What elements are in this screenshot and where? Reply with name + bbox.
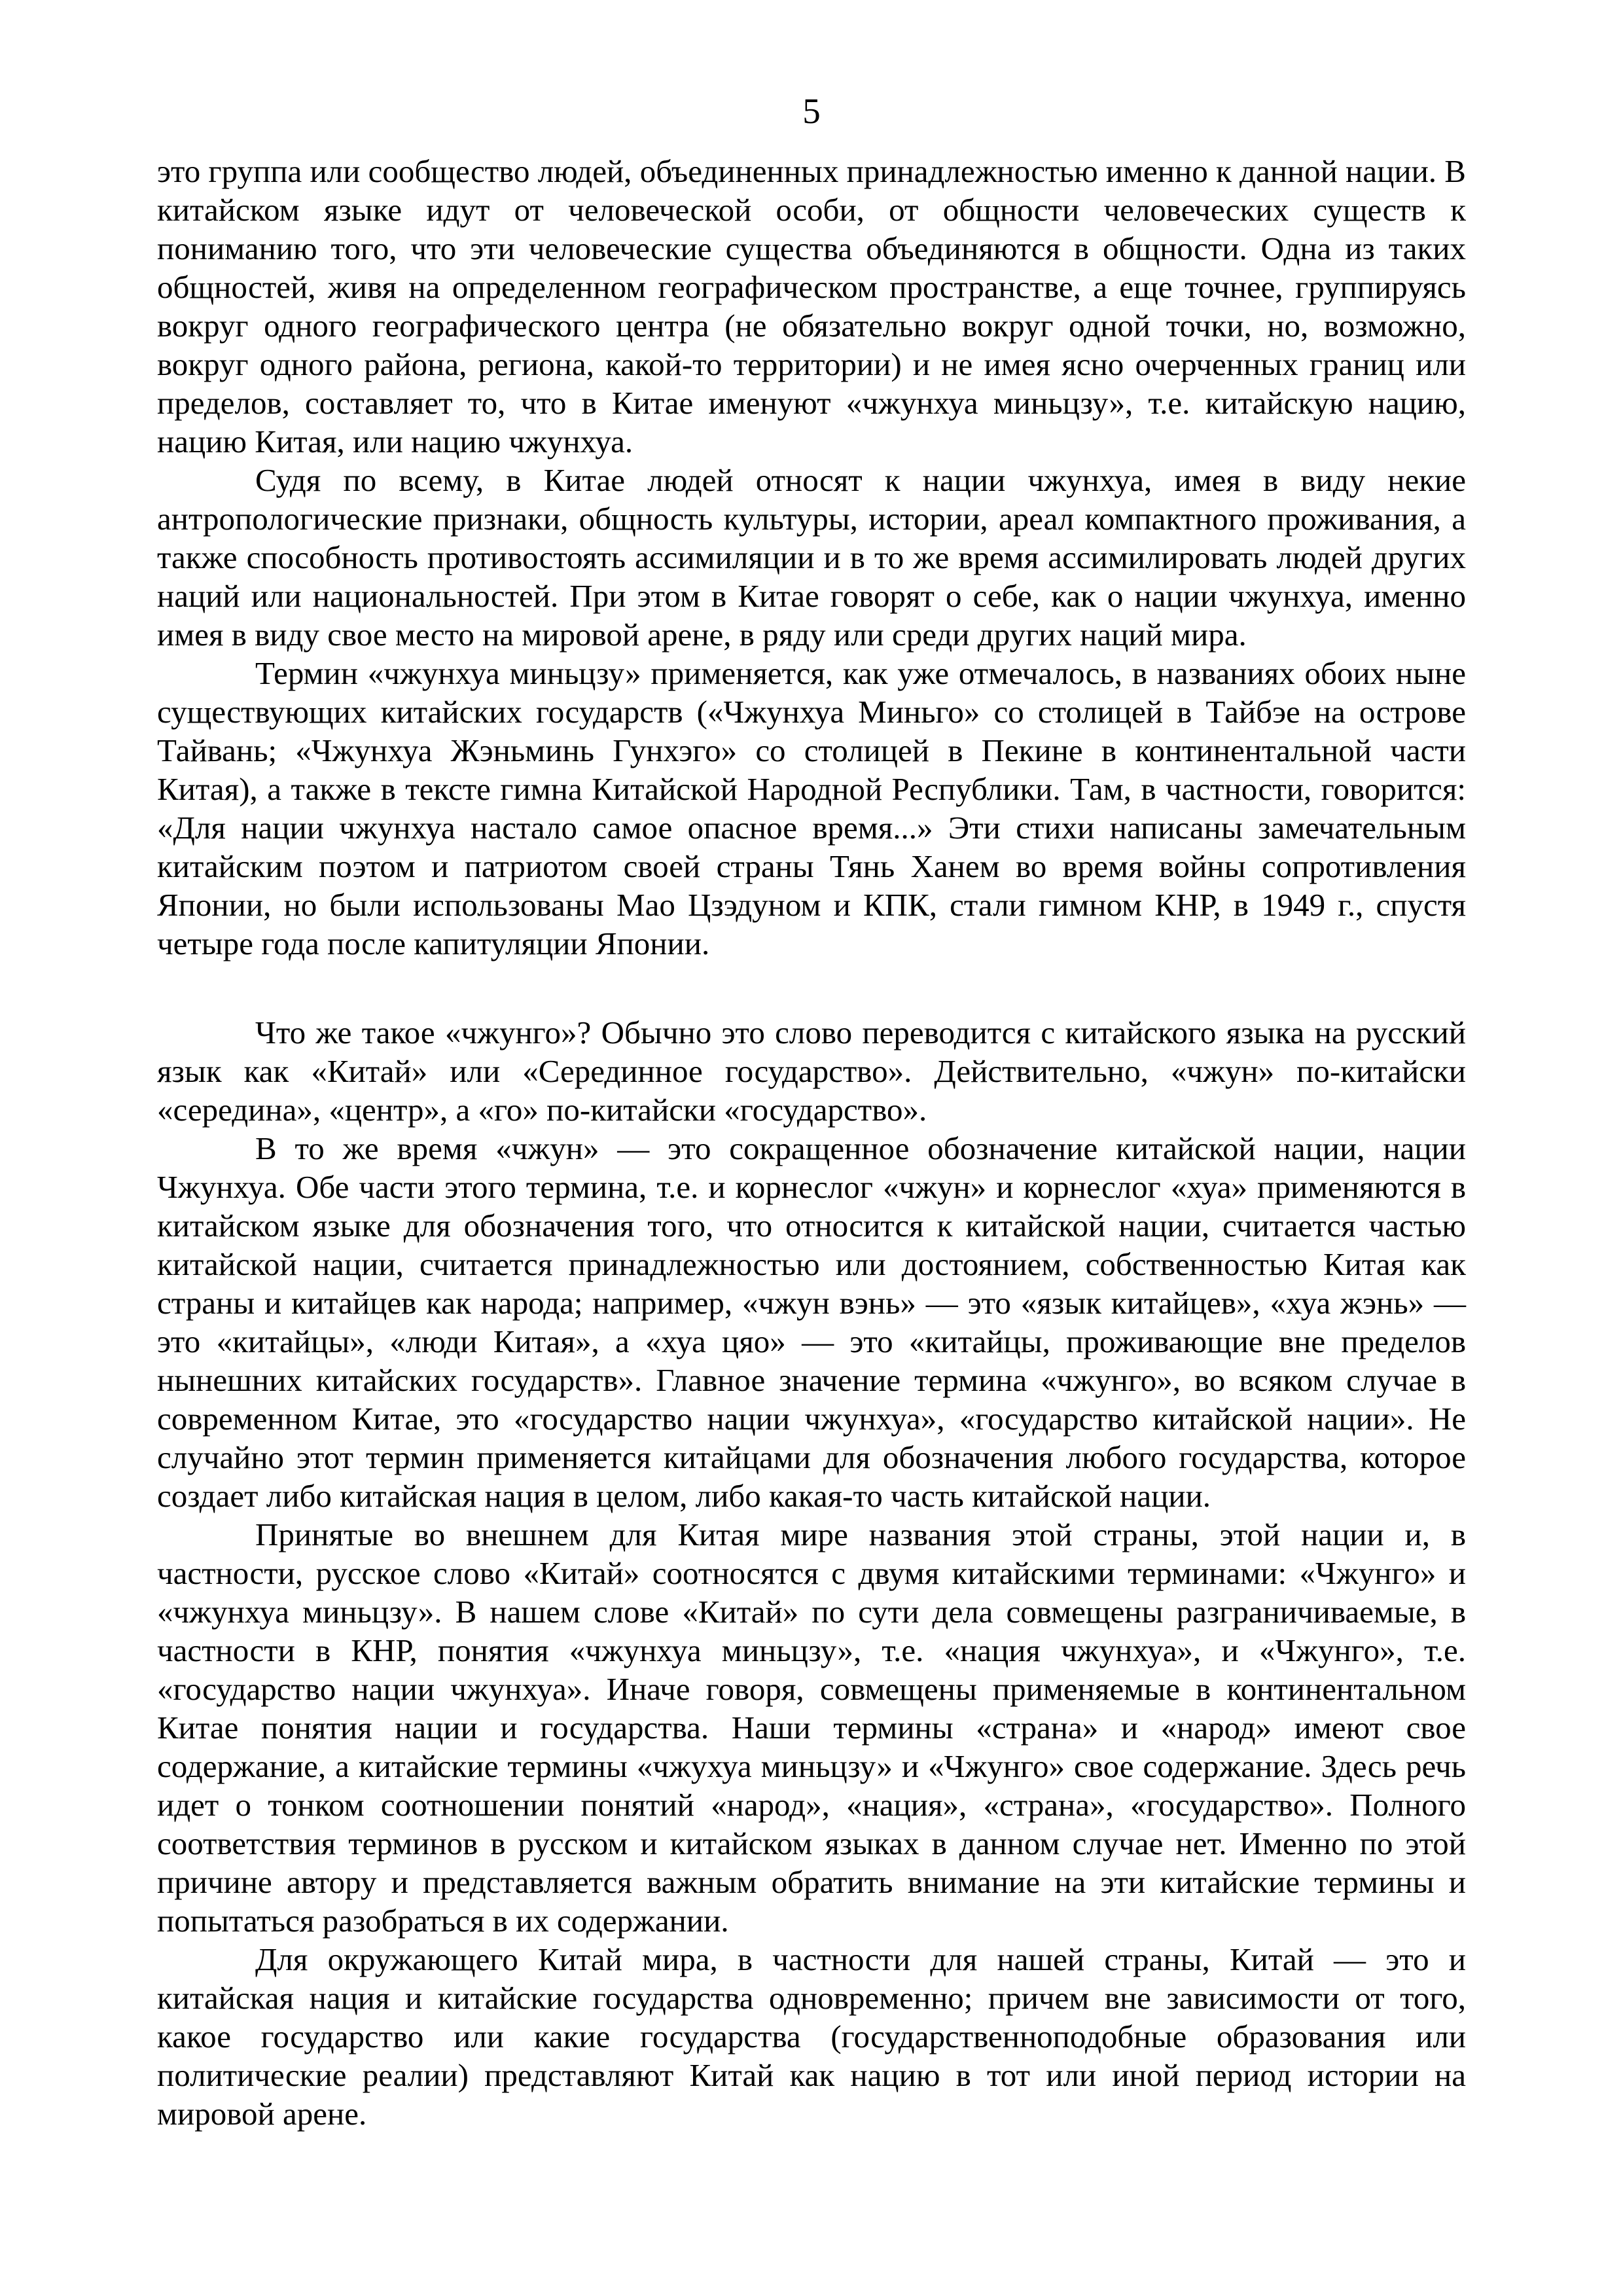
paragraph: Что же такое «чжунго»? Обычно это слово переводится с китайского языка на русский язык как «Китай» или «Серединное государство». Действительно, «чжун» по-китайски «середина», «центр», а «го» по-китайски «государство». bbox=[157, 1014, 1466, 1128]
paragraph-gap bbox=[157, 963, 1466, 1013]
page-number: 5 bbox=[802, 91, 821, 131]
paragraph: В то же время «чжун» — это сокращенное обозначение китайской нации, нации Чжунхуа. Обе части этого термина, т.е. и корнеслог «чжун» и корнеслог «хуа» применяются в китайском языке для обозначения того, что относится к китайской нации, считается частью китайской нации, считается принадлежностью или достоянием, собственностью Китая как страны и китайцев как народа; например, «чжун вэнь» — это «язык китайцев», «хуа жэнь» — это «китайцы», «люди Китая», а «хуа цяо» — это «китайцы, проживающие вне пределов нынешних китайских государств». Главное значение термина «чжунго», во всяком случае в современном Китае, это «государство нации чжунхуа», «государство китайской нации». Не случайно этот термин применяется китайцами для обозначения любого государства, которое создает либо китайская нация в целом, либо какая-то часть китайской нации. bbox=[157, 1130, 1466, 1514]
paragraph: Для окружающего Китай мира, в частности для нашей страны, Китай — это и китайская нация и китайские государства одновременно; причем вне зависимости от того, какое государство или какие государства (государственноподобные образования или политические реалии) представляют Китай как нацию в тот или иной период истории на мировой арене. bbox=[157, 1941, 1466, 2132]
paragraph: Термин «чжунхуа миньцзу» применяется, как уже отмечалось, в названиях обоих ныне существующих китайских государств («Чжунхуа Миньго» со столицей в Тайбэе на острове Тайвань; «Чжунхуа Жэньминь Гунхэго» со столицей в Пекине в континентальной части Китая), а также в тексте гимна Китайской Народной Республики. Там, в частности, говорится: «Для нации чжунхуа настало самое опасное время...» Эти стихи написаны замечательным китайским поэтом и патриотом своей страны Тянь Ханем во время войны сопротивления Японии, но были использованы Мао Цзэдуном и КПК, стали гимном КНР, в 1949 г., спустя четыре года после капитуляции Японии. bbox=[157, 655, 1466, 961]
paragraph: Судя по всему, в Китае людей относят к нации чжунхуа, имея в виду некие антропологические признаки, общность культуры, истории, ареал компактного проживания, а также способность противостоять ассимиляции и в то же время ассимилировать людей других наций или национальностей. При этом в Китае говорят о себе, как о нации чжунхуа, именно имея в виду свое место на мировой арене, в ряду или среди других наций мира. bbox=[157, 462, 1466, 653]
paragraph-continuation: это группа или сообщество людей, объединенных принадлежностью именно к данной нации. В китайском языке идут от человеческой особи, от общности человеческих существ к пониманию того, что эти человеческие существа объединяются в общности. Одна из таких общностей, живя на определенном географическом пространстве, а еще точнее, группируясь вокруг одного географического центра (не обязательно вокруг одной точки, но, возможно, вокруг одного района, региона, какой-то территории) и не имея ясно очерченных границ или пределов, составляет то, что в Китае именуют «чжунхуа миньцзу», т.е. китайскую нацию, нацию Китая, или нацию чжунхуа. bbox=[157, 153, 1466, 459]
document-body bbox=[157, 152, 1466, 2133]
paragraph: Принятые во внешнем для Китая мире названия этой страны, этой нации и, в частности, русское слово «Китай» соотносятся с двумя китайскими терминами: «Чжунго» и «чжунхуа миньцзу». В нашем слове «Китай» по сути дела совмещены разграничиваемые, в частности в КНР, понятия «чжунхуа миньцзу», т.е. «нация чжунхуа», и «Чжунго», т.е. «государство нации чжунхуа». Иначе говоря, совмещены применяемые в континентальном Китае понятия нации и государства. Наши термины «страна» и «народ» имеют свое содержание, а китайские термины «чжухуа миньцзу» и «Чжунго» свое содержание. Здесь речь идет о тонком соотношении понятий «народ», «нация», «страна», «государство». Полного соответствия терминов в русском и китайском языках в данном случае нет. Именно по этой причине автору и представляется важным обратить внимание на эти китайские термины и попытаться разобраться в их содержании. bbox=[157, 1516, 1466, 1939]
